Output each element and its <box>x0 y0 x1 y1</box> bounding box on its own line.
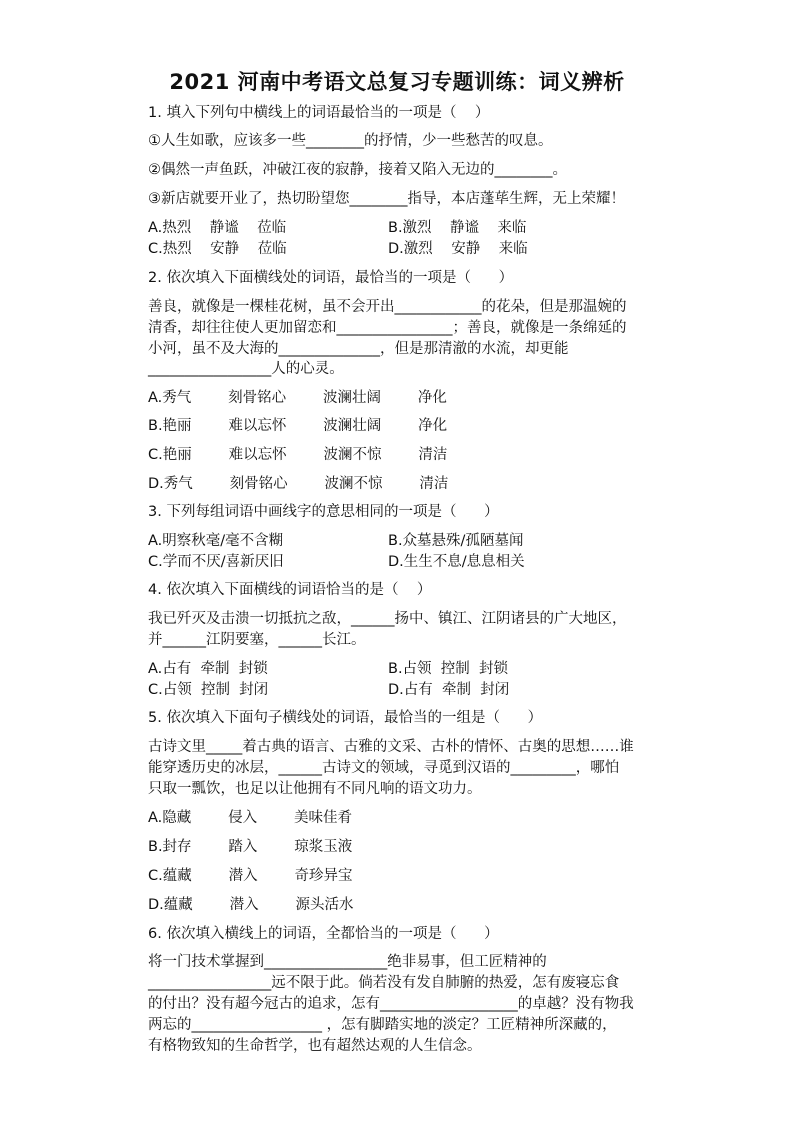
page-title: 2021 河南中考语文总复习专题训练：词义辨析 <box>169 70 625 94</box>
question-1-option-b: B.激烈 静谧 来临 <box>388 220 527 236</box>
question-3-option-c: C.学而不厌/喜新厌旧 <box>148 554 284 570</box>
question-1-sentence-3: ③新店就要开业了，热切盼望您________指导，本店蓬荜生辉，无上荣耀！ <box>148 191 625 207</box>
question-4-option-a: A.占有 牵制 封锁 <box>148 661 268 677</box>
question-5-passage-line-3: 只取一瓢饮，也足以让他拥有不同凡响的语文功力。 <box>148 781 482 797</box>
question-4-stem: 4. 依次填入下面横线的词语恰当的是（ ） <box>148 582 432 598</box>
question-4-option-c: C.占领 控制 封闭 <box>148 682 269 698</box>
question-1-stem: 1. 填入下列句中横线上的词语最恰当的一项是（ ） <box>148 105 490 121</box>
question-3-stem: 3. 下列每组词语中画线字的意思相同的一项是（ ） <box>148 504 499 520</box>
question-2-option-b: B.艳丽 难以忘怀 波澜壮阔 净化 <box>148 418 448 434</box>
question-6-passage-line-4: 两忘的__________________ ，怎有脚踏实地的淡定？工匠精神所深藏的， <box>148 1017 617 1033</box>
question-1-sentence-2: ②偶然一声鱼跃，冲破江夜的寂静，接着又陷入无边的________。 <box>148 162 567 178</box>
question-2-stem: 2. 依次填入下面横线处的词语，最恰当的一项是（ ） <box>148 270 514 286</box>
question-2-option-a: A.秀气 刻骨铭心 波澜壮阔 净化 <box>148 390 447 406</box>
question-5-option-c: C.蕴藏 潜入 奇珍异宝 <box>148 868 353 884</box>
question-4-passage-line-2: 并______江阴要塞，______长江。 <box>148 632 366 648</box>
question-5-option-b: B.封存 踏入 琼浆玉液 <box>148 839 353 855</box>
question-4-passage-line-1: 我已歼灭及击溃一切抵抗之敌，______扬中、镇江、江阴诸县的广大地区， <box>148 611 627 627</box>
question-6-passage-line-1: 将一门技术掌握到_________________绝非易事，但工匠精神的 <box>148 954 547 970</box>
question-1-option-c: C.热烈 安静 莅临 <box>148 241 287 257</box>
question-1-option-d: D.激烈 安静 来临 <box>388 241 528 257</box>
question-2-passage-line-4: _________________人的心灵。 <box>148 361 344 377</box>
question-3-option-d: D.生生不息/息息相关 <box>388 554 525 570</box>
question-6-passage-line-5: 有格物致知的生命哲学，也有超然达观的人生信念。 <box>148 1038 482 1054</box>
question-5-stem: 5. 依次填入下面句子横线处的词语，最恰当的一组是（ ） <box>148 710 543 726</box>
question-3-option-b: B.众墓悬殊/孤陋墓闻 <box>388 533 524 549</box>
question-6-stem: 6. 依次填入横线上的词语，全都恰当的一项是（ ） <box>148 926 499 942</box>
question-2-passage-line-2: 清香，却往往使人更加留恋和________________；善良，就像是一条绵延的 <box>148 320 627 336</box>
question-2-option-c: C.艳丽 难以忘怀 波澜不惊 清洁 <box>148 447 448 463</box>
question-6-passage-line-3: 的付出？没有超今冠古的追求，怎有___________________的卓越？没有物我 <box>148 996 634 1012</box>
question-5-passage-line-2: 能穿透历史的冰层，______古诗文的领域，寻觅到汉语的_________，哪怕 <box>148 760 620 776</box>
question-1-sentence-1: ①人生如歌，应该多一些________的抒情，少一些愁苦的叹息。 <box>148 133 553 149</box>
question-4-option-d: D.占有 牵制 封闭 <box>388 682 510 698</box>
question-5-option-a: A.隐藏 侵入 美味佳肴 <box>148 810 353 826</box>
question-4-option-b: B.占领 控制 封锁 <box>388 661 508 677</box>
question-1-option-a: A.热烈 静谧 莅临 <box>148 220 287 236</box>
question-5-option-d: D.蕴藏 潜入 源头活水 <box>148 897 354 913</box>
question-2-option-d: D.秀气 刻骨铭心 波澜不惊 清洁 <box>148 476 449 492</box>
question-6-passage-line-2: _________________远不限于此。倘若没有发自肺腑的热爱，怎有废寝忘食 <box>148 975 620 991</box>
question-3-option-a: A.明察秋毫/毫不含糊 <box>148 533 284 549</box>
question-5-passage-line-1: 古诗文里_____着古典的语言、古雅的文采、古朴的情怀、古奥的思想……谁 <box>148 739 634 755</box>
question-2-passage-line-1: 善良，就像是一棵桂花树，虽不会开出____________的花朵，但是那温婉的 <box>148 299 627 315</box>
question-2-passage-line-3: 小河，虽不及大海的______________，但是那清澈的水流，却更能 <box>148 341 569 357</box>
